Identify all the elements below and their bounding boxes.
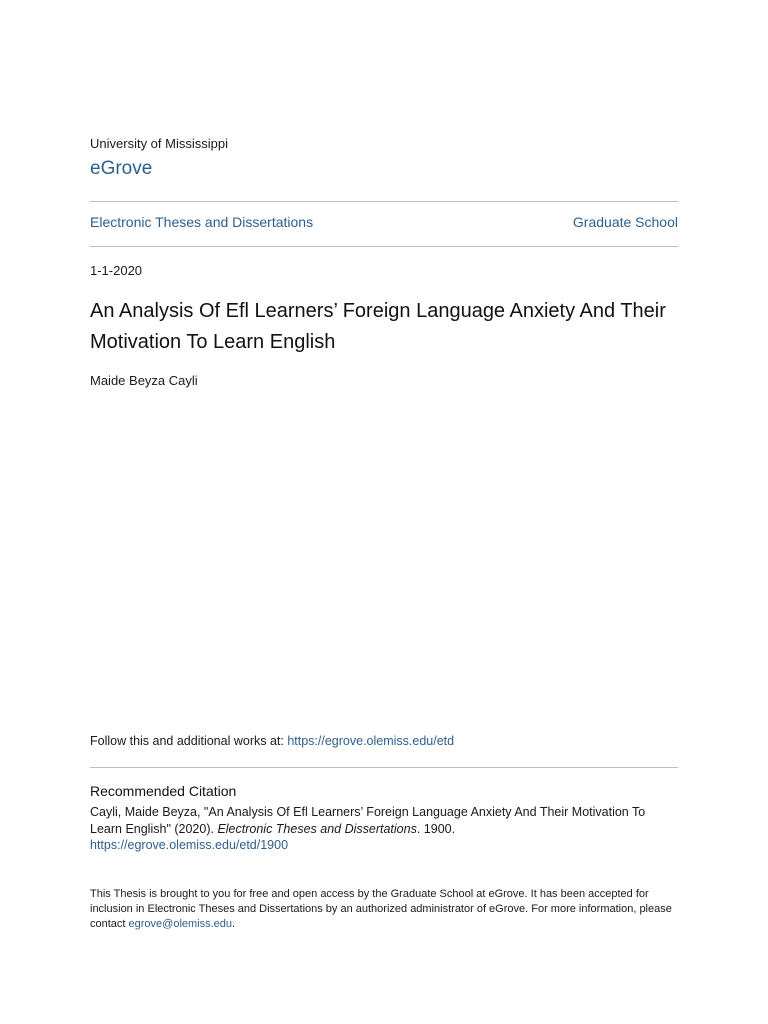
access-notice-text: This Thesis is brought to you for free and open access by the Graduate School at eGrove. It has been accepted for inclusion in Electronic Theses and Dissertations by an authorized administrator of eGrove. For more information, please contact xyxy=(90,888,672,930)
repository-link[interactable]: eGrove xyxy=(90,158,153,179)
access-notice xyxy=(90,887,678,932)
document-title: An Analysis Of Efl Learners’ Foreign Language Anxiety And Their Motivation To Learn English xyxy=(90,300,666,353)
contact-email-link[interactable]: egrove@olemiss.edu xyxy=(128,918,233,930)
follow-text: Follow this and additional works at: xyxy=(90,734,288,748)
collection-row xyxy=(90,214,678,230)
recommended-citation-heading: Recommended Citation xyxy=(90,783,237,799)
citation-text xyxy=(90,804,678,838)
citation-number: . 1900. xyxy=(416,822,456,836)
follow-line xyxy=(90,734,454,748)
follow-url-link[interactable]: https://egrove.olemiss.edu/etd xyxy=(287,734,455,748)
divider-top xyxy=(90,201,678,202)
cover-page xyxy=(90,0,678,1024)
citation-series: Electronic Theses and Dissertations xyxy=(217,822,417,836)
publication-date: 1-1-2020 xyxy=(90,263,143,278)
divider-citation xyxy=(90,767,678,768)
citation-body: Cayli, Maide Beyza, "An Analysis Of Efl Learners’ Foreign Language Anxiety And Their Motivation To Learn English" (2020). xyxy=(90,805,646,836)
citation-url-link[interactable]: https://egrove.olemiss.edu/etd/1900 xyxy=(90,838,289,852)
collection-link-graduate-school[interactable]: Graduate School xyxy=(572,214,678,230)
divider-collections xyxy=(90,246,678,247)
collection-link-etd[interactable]: Electronic Theses and Dissertations xyxy=(90,214,314,230)
access-notice-end: . xyxy=(232,918,236,930)
institution-name: University of Mississippi xyxy=(90,136,228,151)
document-author: Maide Beyza Cayli xyxy=(90,373,198,388)
